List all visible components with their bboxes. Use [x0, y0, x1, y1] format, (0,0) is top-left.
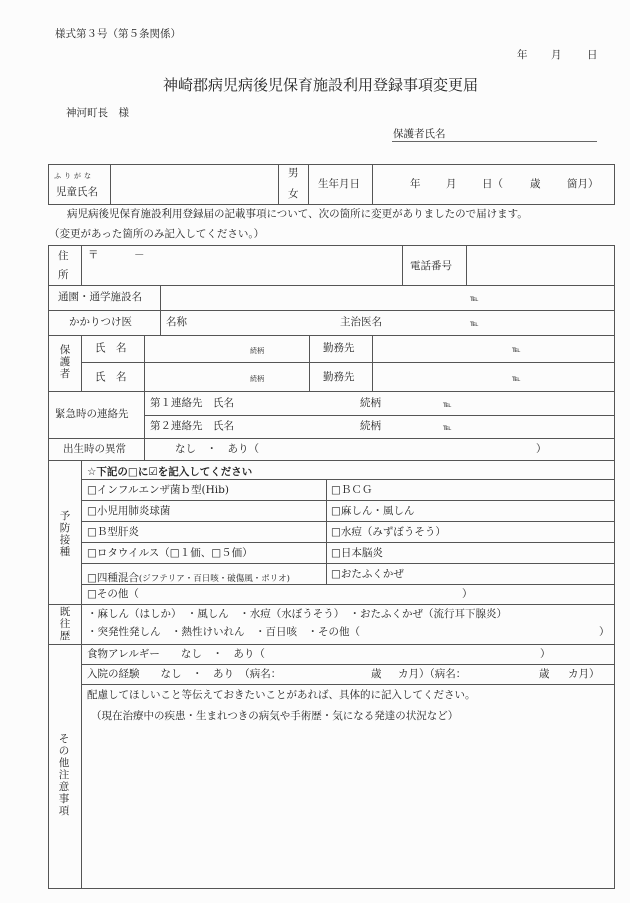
phone-field[interactable]: [467, 246, 614, 284]
history-label: 既往歴: [59, 606, 71, 642]
chief-doctor-label: 主治医名: [340, 316, 382, 328]
emergency-label: 緊急時の連絡先: [55, 408, 129, 420]
notes-label: その他注意事項: [58, 733, 70, 817]
table-rule: [48, 460, 615, 461]
guardian-2-name-field[interactable]: [145, 363, 308, 390]
emergency-2-field[interactable]: [145, 416, 614, 437]
vaccine-four-mix[interactable]: [87, 568, 290, 584]
vaccine-mr[interactable]: □麻しん・風しん: [331, 505, 415, 517]
doctor-label: かかりつけ医: [69, 316, 132, 328]
gender-female[interactable]: 女: [288, 188, 299, 200]
vaccine-hepatitis-b[interactable]: □Ｂ型肝炎: [87, 526, 139, 538]
table-rule: [81, 584, 615, 585]
school-field[interactable]: [161, 286, 614, 309]
child-name-field[interactable]: [111, 165, 277, 204]
emergency-1-field[interactable]: [145, 392, 614, 414]
emergency-2-relation-label: 続柄: [360, 420, 381, 432]
guardian-2-work-label: 勤務先: [323, 371, 355, 383]
notes-instruction-1: 配慮してほしいこと等伝えておきたいことがあれば、具体的に記入してください。: [87, 689, 476, 701]
table-rule: [48, 604, 615, 605]
emergency-1-label: 第１連絡先 氏名: [150, 397, 234, 409]
birth-year-label: 年: [410, 178, 421, 190]
gender-male[interactable]: 男: [288, 167, 299, 179]
hospital-months-2: カ月）: [568, 668, 600, 680]
table-rule: [372, 164, 373, 205]
table-rule: [81, 664, 615, 665]
age-years-label: 歳: [530, 178, 541, 190]
hospital-age-1: 歳: [371, 668, 382, 680]
address-label-2: 所: [58, 269, 69, 281]
guardian-1-work-field[interactable]: [373, 336, 614, 361]
table-rule: [308, 164, 309, 205]
notice-line-2: （変更があった箇所のみ記入してください。）: [49, 228, 265, 240]
guardian-1-name-label: 氏 名: [95, 342, 127, 354]
guardian-2-tel-label: ℡: [512, 374, 521, 383]
address-label-1: 住: [58, 250, 69, 262]
history-line-1[interactable]: ・麻しん（はしか） ・風しん ・水痘（水ぼうそう） ・おたふくかぜ（流行耳下腺炎）: [87, 608, 507, 620]
emergency-2-tel-label: ℡: [443, 423, 452, 432]
table-rule: [81, 542, 615, 543]
vaccine-pneumococcal[interactable]: □小児用肺炎球菌: [87, 505, 171, 517]
table-rule: [278, 164, 279, 205]
vaccination-instruction: ☆下記の□に☑を記入してください: [87, 466, 253, 478]
postal-mark: 〒: [88, 249, 99, 261]
furigana-label: ふりがな: [54, 172, 94, 180]
vaccine-bcg[interactable]: □ＢＣＧ: [331, 484, 373, 496]
table-rule: [81, 521, 615, 522]
guardian-2-relation-label: 続柄: [250, 375, 264, 383]
birth-abnormality-close: ）: [536, 443, 547, 455]
table-rule: [309, 335, 310, 391]
guardian-1-relation-label: 続柄: [250, 347, 264, 355]
date-month-label: 月: [551, 49, 562, 61]
table-rule: [326, 479, 327, 584]
school-label: 通園・通学施設名: [58, 291, 142, 303]
table-rule: [81, 684, 615, 685]
table-rule: [81, 500, 615, 501]
vaccination-label: 予防接種: [59, 510, 71, 558]
guardian-1-name-field[interactable]: [145, 336, 308, 361]
date-day-label: 日: [587, 49, 598, 61]
vaccine-four-mix-main: □四種混合: [87, 572, 139, 584]
table-rule: [81, 563, 615, 564]
vaccine-rotavirus[interactable]: □ロタウイルス（□１価、□５価）: [87, 547, 253, 559]
birth-day-label: 日（: [482, 178, 503, 190]
doctor-name-label: 名称: [166, 316, 187, 328]
table-rule: [402, 245, 403, 285]
table-rule: [48, 438, 615, 439]
phone-label: 電話番号: [410, 260, 452, 272]
age-months-label: 箇月）: [567, 178, 599, 190]
vaccine-hib[interactable]: □インフルエンザ菌ｂ型(Hib): [87, 484, 229, 496]
table-rule: [81, 479, 615, 480]
addressee: 神河町長 様: [66, 107, 129, 119]
hospital-label[interactable]: 入院の経験 なし ・ あり （病名：: [87, 668, 282, 680]
guardian-2-name-label: 氏 名: [95, 371, 127, 383]
emergency-1-relation-label: 続柄: [360, 397, 381, 409]
guardian-2-work-field[interactable]: [373, 363, 614, 390]
notice-line-1: 病児病後児保育施設利用登録届の記載事項について、次の箇所に変更がありましたので届けます。: [67, 208, 528, 220]
postal-dash: －: [134, 249, 145, 261]
child-name-label: 児童氏名: [56, 186, 98, 198]
vaccine-japanese-encephalitis[interactable]: □日本脳炎: [331, 547, 383, 559]
history-line-2-close: ）: [599, 626, 610, 638]
guardian-label: 保護者: [59, 344, 71, 380]
vaccine-varicella[interactable]: □水痘（みずぼうそう）: [331, 526, 446, 538]
hospital-age-2: 歳: [539, 668, 550, 680]
emergency-1-tel-label: ℡: [443, 400, 452, 409]
page-title: 神崎郡病児病後児保育施設利用登録事項変更届: [163, 76, 479, 94]
hospital-months-1: カ月）（病名：: [398, 668, 467, 680]
vaccine-four-mix-detail: (ジフテリア・百日咳・破傷風・ポリオ): [138, 574, 290, 584]
doctor-tel-label: ℡: [470, 319, 479, 328]
guardian-name-label: 保護者氏名: [393, 128, 446, 140]
date-year-label: 年: [517, 49, 528, 61]
guardian-name-field[interactable]: [392, 141, 597, 142]
vaccine-mumps[interactable]: □おたふくかぜ: [331, 568, 404, 580]
history-line-2[interactable]: ・突発性発しん ・熱性けいれん ・百日咳 ・その他（: [87, 626, 360, 638]
guardian-1-tel-label: ℡: [512, 345, 521, 354]
table-rule: [48, 310, 615, 311]
birth-abnormality-options[interactable]: なし ・ あり（: [175, 443, 259, 455]
notes-field[interactable]: [82, 725, 614, 887]
address-field[interactable]: [82, 246, 401, 284]
food-allergy[interactable]: 食物アレルギー なし ・ あり（: [87, 648, 265, 660]
vaccine-other[interactable]: □その他（: [87, 588, 139, 600]
school-tel-label: ℡: [470, 294, 479, 303]
food-allergy-close: ）: [540, 648, 551, 660]
form-number: 様式第３号（第５条関係）: [55, 28, 181, 40]
emergency-2-label: 第２連絡先 氏名: [150, 420, 234, 432]
birth-month-label: 月: [446, 178, 457, 190]
birthdate-label: 生年月日: [318, 178, 360, 190]
birth-abnormality-label: 出生時の異常: [63, 443, 126, 455]
table-rule: [48, 644, 615, 645]
vaccine-other-close: ）: [462, 588, 473, 600]
table-rule: [81, 335, 82, 391]
guardian-1-work-label: 勤務先: [323, 342, 355, 354]
notes-instruction-2: （現在治療中の疾患・生まれつきの病気や手術歴・気になる発達の状況など）: [91, 710, 459, 722]
